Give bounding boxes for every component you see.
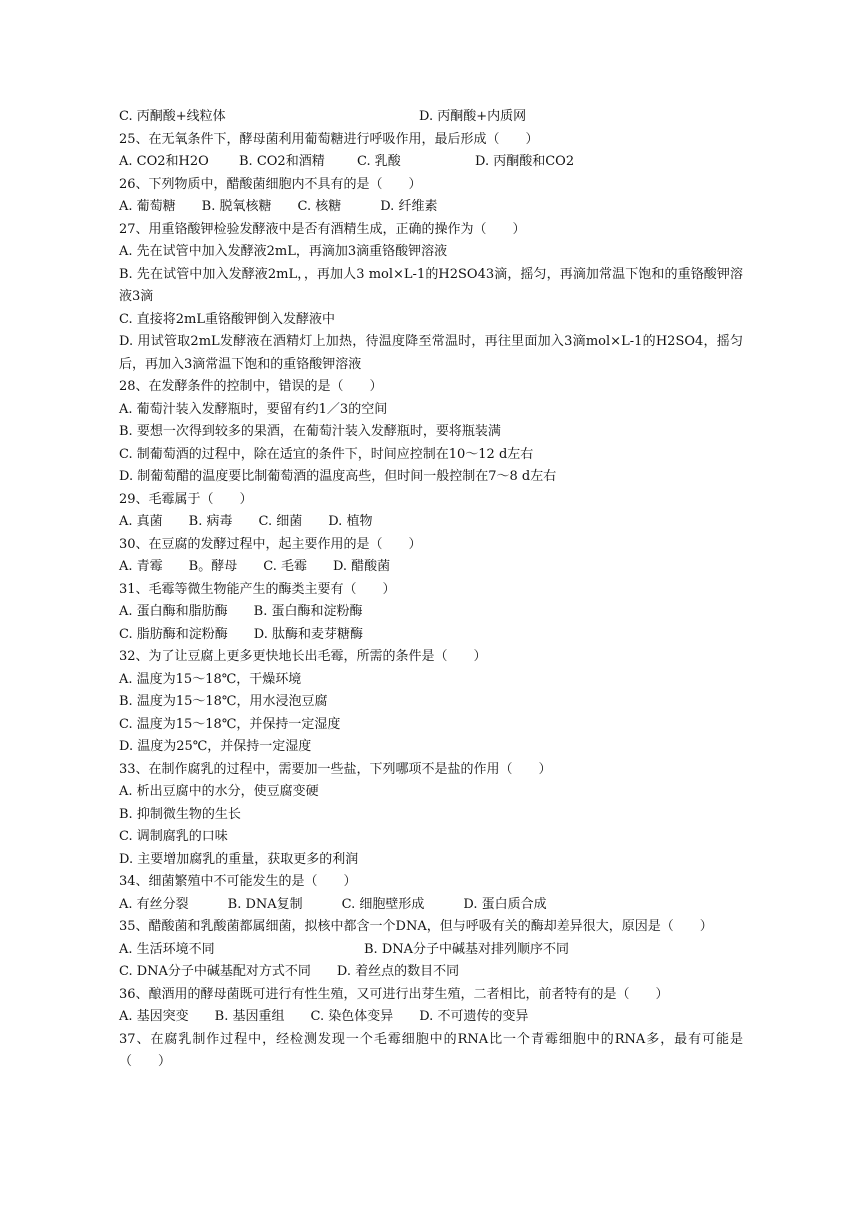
- option-row: A. 真菌 B. 病毒 C. 细菌 D. 植物: [119, 514, 373, 529]
- option-text: C. 丙酮酸+线粒体: [119, 109, 226, 124]
- option-text: C. 乳酸: [357, 154, 401, 169]
- option-text: D. 主要增加腐乳的重量，获取更多的利润: [119, 851, 359, 867]
- question-stem: 28、在发酵条件的控制中，错误的是（ ）: [119, 379, 383, 394]
- option-row: A. 基因突变 B. 基因重组 C. 染色体变异 D. 不可遗传的变异: [119, 1009, 529, 1024]
- question-stem: 33、在制作腐乳的过程中，需要加一些盐，下列哪项不是盐的作用（ ）: [119, 761, 552, 777]
- question-stem: 27、用重铬酸钾检验发酵液中是否有酒精生成，正确的操作为（ ）: [119, 221, 526, 237]
- option-text: B. 温度为15～18℃，用水浸泡豆腐: [119, 694, 328, 709]
- option-text: B. CO2和酒精: [239, 154, 325, 169]
- option-text: C. 直接将2mL重铬酸钾倒入发酵液中: [119, 311, 335, 327]
- option-text: D. 用试管取2mL发酵液在酒精灯上加热，待温度降至常温时，再往里面加入3滴mol×L-1的H2SO4，摇匀后，再加入3滴常温下饱和的重铬酸钾溶液: [119, 334, 743, 372]
- option-row: C. DNA分子中碱基配对方式不同 D. 着丝点的数目不同: [119, 964, 460, 979]
- option-text: A. 析出豆腐中的水分，使豆腐变硬: [119, 784, 319, 799]
- question-stem: 26、下列物质中，醋酸菌细胞内不具有的是（ ）: [119, 176, 422, 192]
- option-text: B. 要想一次得到较多的果酒，在葡萄汁装入发酵瓶时，要将瓶装满: [119, 424, 501, 439]
- option-text: D. 制葡萄醋的温度要比制葡萄酒的温度高些，但时间一般控制在7～8 d左右: [119, 469, 557, 484]
- q25-options: [119, 151, 743, 174]
- option-text: A. 温度为15～18℃，干燥环境: [119, 671, 302, 687]
- question-stem: 30、在豆腐的发酵过程中，起主要作用的是（ ）: [119, 536, 422, 552]
- q35-options-ab: [119, 939, 743, 962]
- option-text: A. 葡萄汁装入发酵瓶时，要留有约1／3的空间: [119, 401, 388, 417]
- option-row: A. 蛋白酶和脂肪酶 B. 蛋白酶和淀粉酶: [119, 604, 363, 619]
- question-stem: 36、酿酒用的酵母菌既可进行有性生殖，又可进行出芽生殖，二者相比，前者特有的是（ ）: [119, 986, 669, 1002]
- question-stem: 31、毛霉等微生物能产生的酶类主要有（ ）: [119, 581, 396, 597]
- question-stem: 34、细菌繁殖中不可能发生的是（ ）: [119, 874, 357, 889]
- option-text: A. 先在试管中加入发酵液2mL，再滴加3滴重铬酸钾溶液: [119, 244, 448, 259]
- question-stem: 29、毛霉属于（ ）: [119, 491, 253, 507]
- option-text: B. 抑制微生物的生长: [119, 806, 241, 822]
- option-text: A. CO2和H2O: [119, 154, 209, 169]
- option-text: D. 丙酮酸+内质网: [419, 109, 527, 124]
- option-text: C. 制葡萄酒的过程中，除在适宜的条件下，时间应控制在10～12 d左右: [119, 446, 534, 462]
- option-row: A. 葡萄糖 B. 脱氧核糖 C. 核糖 D. 纤维素: [119, 199, 438, 214]
- exam-page: [119, 106, 743, 1074]
- question-stem: 25、在无氧条件下，酵母菌利用葡萄糖进行呼吸作用，最后形成（ ）: [119, 131, 539, 147]
- option-text: C. 温度为15～18℃，并保持一定湿度: [119, 716, 341, 732]
- option-text: B. 先在试管中加入发酵液2mL，，再加人3 mol×L-1的H2SO43滴，摇匀，再滴加常温下饱和的重铬酸钾溶液3滴: [119, 266, 743, 304]
- option-text: B. DNA分子中碱基对排列顺序不同: [364, 941, 570, 957]
- option-row: C. 脂肪酶和淀粉酶 D. 肽酶和麦芽糖酶: [119, 626, 363, 642]
- option-text: A. 生活环境不同: [119, 941, 215, 957]
- option-text: D. 丙酮酸和CO2: [475, 154, 575, 169]
- question-stem: 35、醋酸菌和乳酸菌都属细菌，拟核中都含一个DNA，但与呼吸有关的酶却差异很大，原因是（ ）: [119, 919, 713, 934]
- option-text: C. 调制腐乳的口味: [119, 829, 228, 844]
- option-row: A. 青霉 B。酵母 C. 毛霉 D. 醋酸菌: [119, 559, 391, 574]
- q24-options-cd: [119, 106, 743, 129]
- option-row: A. 有丝分裂 B. DNA复制 C. 细胞壁形成 D. 蛋白质合成: [119, 896, 547, 912]
- question-stem: 37、在腐乳制作过程中，经检测发现一个毛霉细胞中的RNA比一个青霉细胞中的RNA多，最有可能是（ ）: [119, 1031, 743, 1069]
- question-stem: 32、为了让豆腐上更多更快地长出毛霉，所需的条件是（ ）: [119, 649, 487, 664]
- option-text: D. 温度为25℃，并保持一定湿度: [119, 739, 312, 754]
